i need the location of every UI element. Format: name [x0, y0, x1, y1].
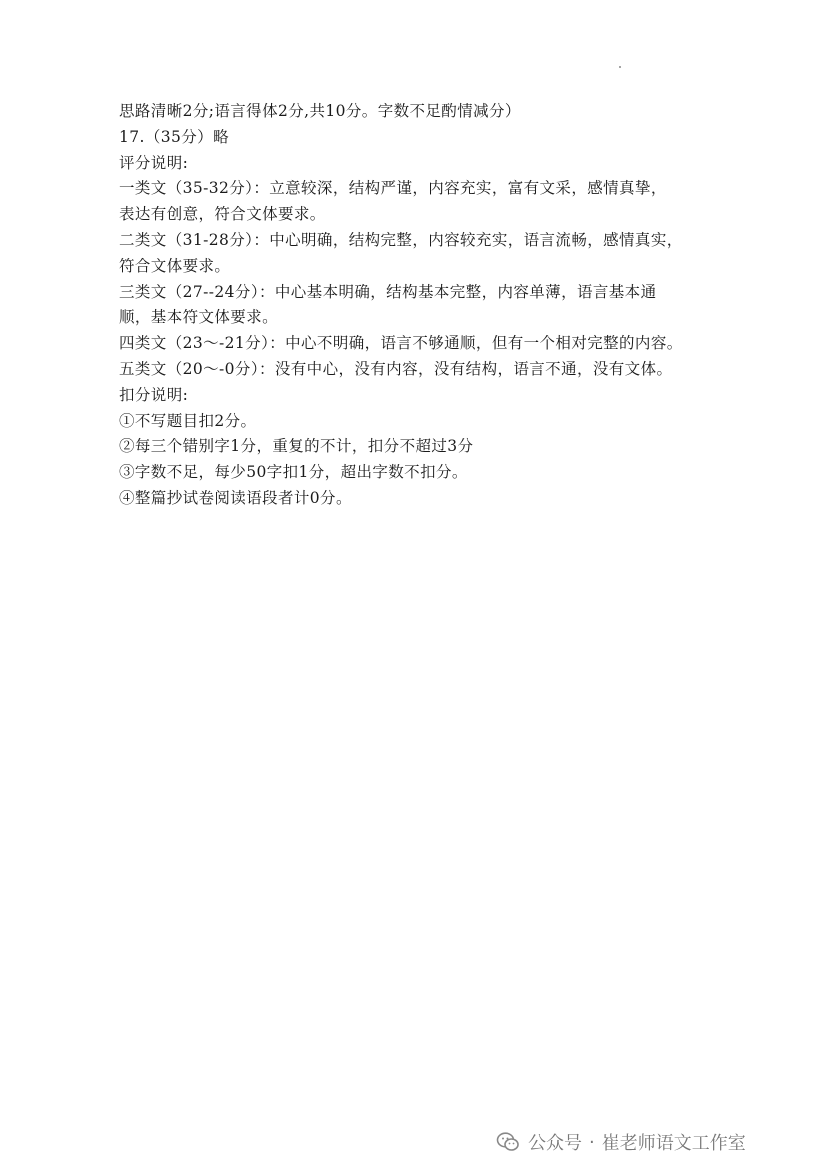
watermark-account: 崔老师语文工作室 [601, 1133, 746, 1154]
text-line: 五类文（20～-0分）：没有中心，没有内容，没有结构，语言不通，没有文体。 [119, 359, 673, 378]
question-heading: 17.（35分）略 [119, 127, 229, 146]
text-line: 三类文（27--24分）：中心基本明确，结构基本完整，内容单薄，语言基本通 [119, 282, 657, 301]
text-line: 四类文（23～-21分）：中心不明确，语言不够通顺，但有一个相对完整的内容。 [119, 334, 683, 353]
list-item: ②每三个错别字1分，重复的不计，扣分不超过3分 [119, 437, 474, 456]
watermark-label: 公众号 [528, 1133, 582, 1154]
section-heading-scoring: 评分说明: [119, 153, 189, 172]
section-heading-deductions: 扣分说明: [119, 385, 189, 404]
list-item: ④整篇抄试卷阅读语段者计0分。 [119, 488, 352, 507]
text-line: 思路清晰2分;语言得体2分,共10分。字数不足酌情减分） [119, 102, 521, 120]
list-item: ①不写题目扣2分。 [119, 411, 257, 430]
list-item: ③字数不足，每少50字扣1分，超出字数不扣分。 [119, 463, 468, 482]
wechat-icon [496, 1131, 520, 1153]
text-line: 二类文（31-28分）：中心明确，结构完整，内容较充实，语言流畅，感情真实， [119, 230, 683, 249]
scan-speck [619, 66, 621, 68]
watermark [496, 1128, 746, 1156]
document-body [119, 99, 759, 512]
text-line: 表达有创意，符合文体要求。 [119, 205, 326, 224]
text-line: 顺，基本符文体要求。 [119, 308, 279, 327]
text-line: 符合文体要求。 [119, 256, 231, 275]
watermark-separator: · [589, 1131, 595, 1153]
text-line: 一类文（35-32分）：立意较深，结构严谨，内容充实，富有文采，感情真挚， [119, 179, 667, 198]
